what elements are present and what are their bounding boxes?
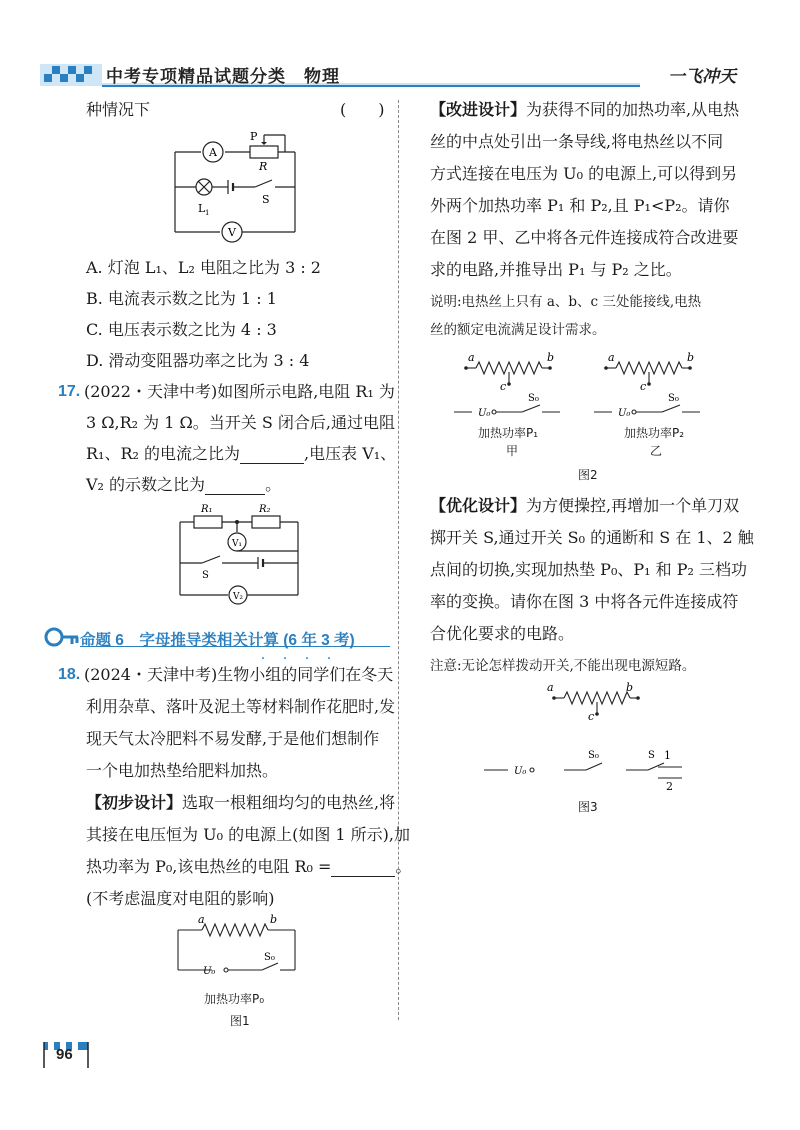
- design2-line4: 外两个加热功率 P₁ 和 P₂,且 P₁<P₂。请你: [430, 196, 730, 215]
- ammeter-label: A: [209, 146, 217, 159]
- fig2-jia-s0: S₀: [528, 393, 539, 404]
- fig3-terminal-1: 1: [664, 749, 671, 762]
- fig2-yi-a: a: [608, 351, 615, 364]
- q18-line4: 一个电加热垫给肥料加热。: [86, 761, 279, 780]
- q18-line2: 利用杂草、落叶及泥土等材料制作花肥时,发: [86, 697, 396, 716]
- rheostat-icon: [250, 146, 278, 158]
- note2: 注意:无论怎样拨动开关,不能出现电源短路。: [430, 658, 696, 674]
- q18-design1-line3: [86, 857, 411, 877]
- fig1-caption: 图1: [230, 1014, 250, 1028]
- fig3-c: c: [588, 710, 595, 723]
- r1-label: R₁: [201, 504, 213, 515]
- design3-line5: 合优化要求的电路。: [430, 624, 575, 643]
- q17-line4-b: 。: [265, 475, 282, 494]
- fig2-yi-s0: S₀: [668, 393, 679, 404]
- column-divider: [398, 100, 399, 1020]
- fig3-caption: 图3: [578, 800, 598, 814]
- q16-option-c: C. 电压表示数之比为 4 : 3: [86, 320, 277, 339]
- design1-text3a: 热功率为 P₀,该电热丝的电阻 R₀ =: [86, 857, 332, 876]
- fig3-s: S: [648, 750, 655, 761]
- design3-line4: 率的变换。请你在图 3 中将各元件连接成符: [430, 592, 739, 611]
- q18-line3: 现天气太冷肥料不易发酵,于是他们想制作: [86, 729, 380, 748]
- q17-line2: 3 Ω,R₂ 为 1 Ω。当开关 S 闭合后,通过电阻: [86, 413, 396, 432]
- fig3-diagram: [480, 680, 700, 790]
- q18-design1-line1: [86, 793, 395, 813]
- q17-blank-current-ratio[interactable]: [240, 447, 304, 464]
- q18-line1: (2024・天津中考)生物小组的同学们在冬天: [84, 665, 394, 684]
- slider-label: P: [250, 130, 258, 143]
- switch-s-icon: [202, 556, 220, 563]
- design2-line5: 在图 2 甲、乙中将各元件连接成符合改进要: [430, 228, 739, 247]
- fig1-s0-label: S₀: [264, 952, 275, 963]
- fig3-b: b: [626, 681, 634, 694]
- fig1-u0-label: U₀: [203, 966, 216, 977]
- fig3-terminal-2: 2: [666, 780, 673, 790]
- r2-label: R₂: [259, 504, 271, 515]
- v1-label: V₁: [231, 539, 243, 549]
- q17-number: 17.: [58, 383, 81, 400]
- q16-option-a: A. 灯泡 L₁、L₂ 电阻之比为 3 : 2: [86, 258, 321, 277]
- fig3-a: a: [547, 681, 554, 694]
- design2-text1: 为获得不同的加热功率,从电热: [526, 100, 740, 119]
- q18-blank-resistance[interactable]: [331, 860, 395, 877]
- fig2-yi-c: c: [640, 380, 647, 393]
- design1-heading: 【初步设计】: [86, 793, 183, 812]
- q17-line1: (2022・天津中考)如图所示电路,电阻 R₁ 为: [84, 382, 395, 401]
- q18-number: 18.: [58, 666, 81, 683]
- topic-heading: 命题 6 字母推导类相关计算 (6 年 3 考): [80, 632, 355, 649]
- fig2-jia-b: b: [547, 351, 555, 364]
- lamp-sub: 1: [205, 209, 210, 217]
- design2-heading: 【改进设计】: [430, 100, 527, 119]
- resistor-r1-icon: [194, 516, 222, 528]
- fig2-caption: 图2: [578, 468, 598, 482]
- q16-option-d: D. 滑动变阻器功率之比为 3 : 4: [86, 351, 310, 370]
- design3-text1: 为方便操控,再增加一个单刀双: [526, 496, 740, 515]
- fig3-s0: S₀: [588, 750, 599, 761]
- fig2-yi-b: b: [687, 351, 695, 364]
- page-number: 96: [56, 1046, 73, 1063]
- q17-line4: [86, 475, 281, 495]
- resistor-r2-icon: [252, 516, 280, 528]
- q16-stem-tail: 种情况下: [86, 100, 151, 119]
- key-icon: [44, 624, 80, 650]
- switch-s0-icon: [262, 963, 278, 970]
- fig2-yi-label: 乙: [650, 444, 663, 458]
- design3-line2: 掷开关 S,通过开关 S₀ 的通断和 S 在 1、2 触: [430, 528, 754, 547]
- fig2-power2-label: 加热功率P₂: [624, 426, 685, 440]
- checker-logo-icon: [40, 64, 102, 86]
- q17-line3-b: ,电压表 V₁、: [304, 444, 397, 463]
- fig1-power-label: 加热功率P₀: [204, 992, 265, 1006]
- fig2-jia-diagram: [450, 350, 580, 420]
- v2-label: V₂: [232, 592, 244, 602]
- fig2-yi-switch-icon: [662, 405, 680, 412]
- fig1-circuit-diagram: [170, 912, 310, 980]
- q16-circuit-diagram: [160, 130, 310, 250]
- q16-answer-paren: ( ): [340, 100, 385, 119]
- rheostat-label: R: [259, 160, 268, 173]
- design2-line3: 方式连接在电压为 U₀ 的电源上,可以得到另: [430, 164, 738, 183]
- note1-line1: 说明:电热丝上只有 a、b、c 三处能接线,电热: [430, 294, 702, 310]
- fig3-u0: U₀: [514, 766, 527, 777]
- design2-line2: 丝的中点处引出一条导线,将电热丝以不同: [430, 132, 724, 151]
- design3-heading: 【优化设计】: [430, 496, 527, 515]
- fig1-a-label: a: [198, 913, 205, 926]
- topic-emphasis-dots: ・・・・: [258, 654, 346, 665]
- design2-line1: [430, 100, 739, 120]
- design1-text3b: 。: [395, 857, 412, 876]
- heating-wire-icon: [202, 924, 268, 936]
- switch-icon: [255, 180, 272, 187]
- header-title: 中考专项精品试题分类 物理: [106, 67, 340, 87]
- design3-line3: 点间的切换,实现加热垫 P₀、P₁ 和 P₂ 三档功: [430, 560, 747, 579]
- q17-circuit-diagram: [172, 500, 307, 615]
- fig2-jia-c: c: [500, 380, 507, 393]
- q18-design1-line2: 其接在电压恒为 U₀ 的电源上(如图 1 所示),加: [86, 825, 410, 844]
- lamp-label: L: [198, 202, 206, 215]
- fig1-b-label: b: [270, 913, 278, 926]
- brand-logo: 一飞冲天: [668, 67, 736, 87]
- fig2-jia-switch-icon: [522, 405, 540, 412]
- note1-line2: 丝的额定电流满足设计需求。: [430, 322, 606, 338]
- s-label: S: [202, 570, 209, 581]
- fig2-yi-diagram: [590, 350, 720, 420]
- fig2-power1-label: 加热功率P₁: [478, 426, 539, 440]
- fig2-jia-u0: U₀: [478, 408, 491, 419]
- switch-label: S: [262, 193, 270, 206]
- fig2-jia-label: 甲: [506, 444, 519, 458]
- fig2-yi-u0: U₀: [618, 408, 631, 419]
- q18-design1-line4: (不考虑温度对电阻的影响): [86, 889, 275, 908]
- design1-text1: 选取一根粗细均匀的电热丝,将: [182, 793, 396, 812]
- voltmeter-label: V: [228, 226, 236, 239]
- q17-blank-voltage-ratio[interactable]: [205, 478, 265, 495]
- q17-line3-a: R₁、R₂ 的电流之比为: [86, 444, 241, 463]
- topic-underline: [80, 646, 390, 647]
- q17-line4-a: V₂ 的示数之比为: [86, 475, 206, 494]
- fig2-jia-a: a: [468, 351, 475, 364]
- q16-option-b: B. 电流表示数之比为 1 : 1: [86, 289, 277, 308]
- design3-line1: [430, 496, 739, 516]
- fig3-s0-switch-icon: [586, 763, 602, 770]
- design2-line6: 求的电路,并推导出 P₁ 与 P₂ 之比。: [430, 260, 682, 279]
- q17-line3: [86, 444, 396, 464]
